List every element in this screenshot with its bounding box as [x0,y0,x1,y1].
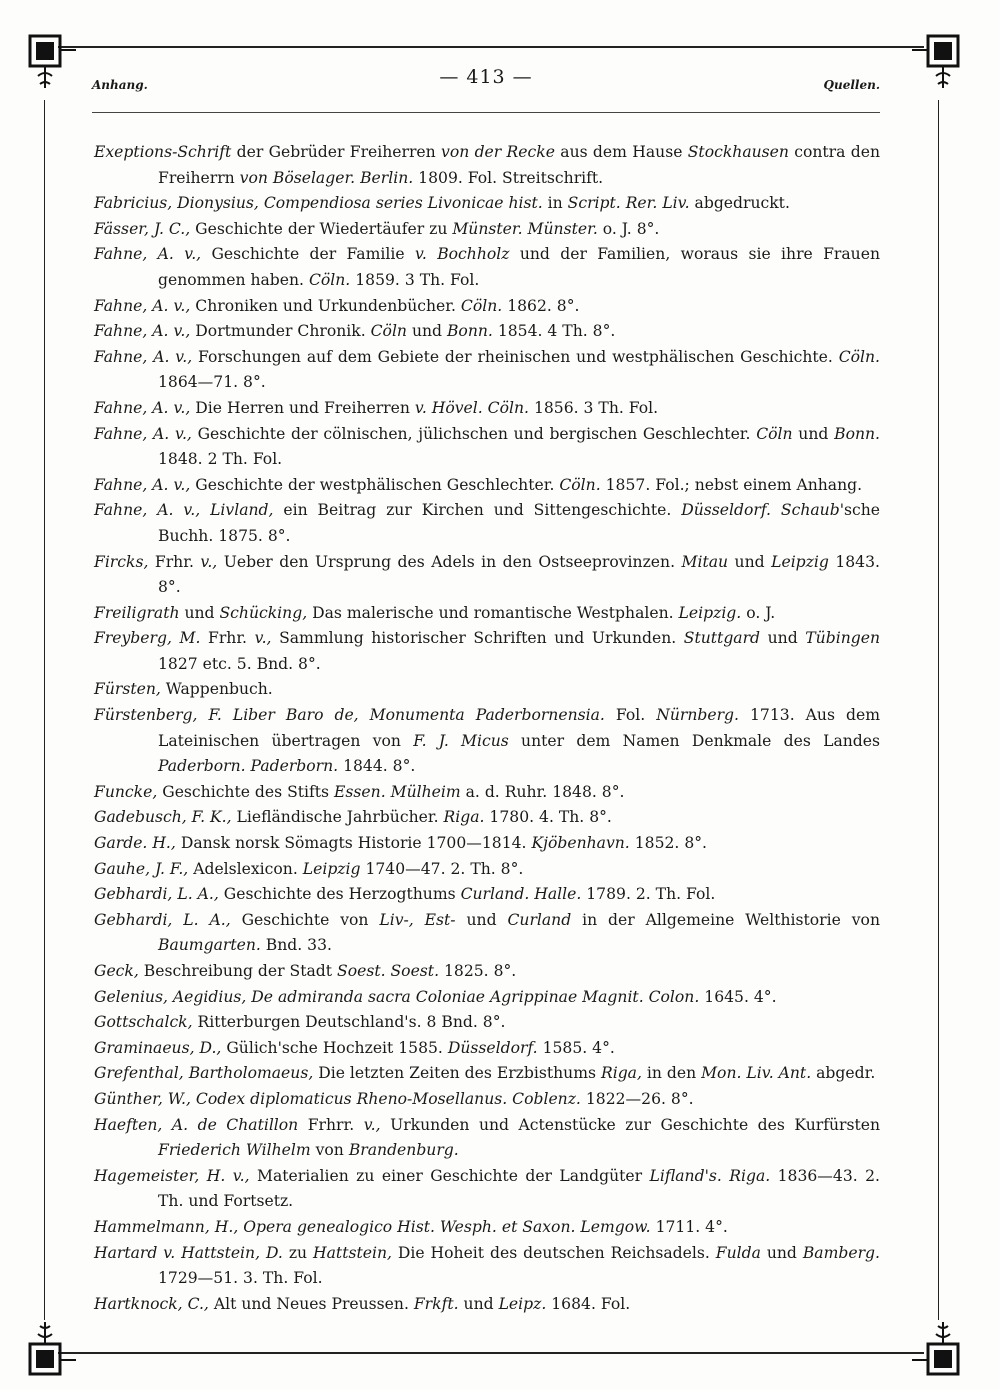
entry-italic-run: Baumgarten. [158,936,261,955]
bibliography-entry [94,1010,880,1036]
bibliography-entry [94,294,880,320]
entry-text-run: Das malerische und romantische Westphalen. [307,603,679,622]
entry-text-run: Dansk norsk Sömagts Historie 1700—1814. [175,834,532,853]
ornamental-corner-icon [912,30,968,94]
entry-italic-run: Frkft. [413,1294,459,1313]
bibliography-entry [94,242,880,293]
entry-italic-run: Cöln. [460,296,503,315]
entry-italic-run: Fässer, J. C., [94,219,191,238]
bibliography-entry [94,422,880,473]
entry-text-run: von [310,1141,349,1160]
entry-italic-run: Cöln [756,424,793,443]
entry-text-run: Geschichte des Herzogthums [218,885,461,904]
entry-text-run: 1713. Aus dem Lateinischen übertragen von [158,706,880,750]
entry-text-run: o. J. 8°. [597,219,660,238]
bibliography-entry [94,1241,880,1292]
entry-italic-run: Mitau [681,552,729,571]
entry-text-run: 1836—43. 2. Th. und Fortsetz. [158,1166,880,1211]
entry-text-run: a. d. Ruhr. 1848. 8°. [460,782,625,801]
entry-text-run: und der Familien, woraus sie ihre Frauen genommen haben. [158,245,881,289]
entry-text-run: 1862. 8°. [502,296,580,315]
entry-italic-run: Fahne, A. v., [94,347,193,366]
entry-italic-run: Liv-, Est- [379,910,456,929]
entry-text-run: 1852. 8°. [629,834,707,853]
entry-text-run: 1854. 4 Th. 8°. [492,322,616,341]
entry-text-run: 1825. 8°. [439,962,517,980]
entry-italic-run: Fahne, A. v., [94,296,191,315]
entry-italic-run: Cöln. [559,475,601,494]
entry-text-run: in [542,194,568,213]
entry-italic-run: Gebhardi, L. A., [94,910,231,929]
entry-text-run: Fol. [604,706,657,725]
entry-italic-run: Geck, [94,962,139,980]
entry-text-run: Geschichte des Stifts [157,782,335,801]
entry-italic-run: Stockhausen [687,143,789,161]
entry-text-run: abgedruckt. [689,194,790,213]
entry-italic-run: F. J. Micus [413,731,509,750]
entry-text-run: 1585. 4°. [537,1038,615,1057]
entry-italic-run: Fürsten, [94,680,161,699]
entry-text-run: Liefländische Jahrbücher. [231,808,444,827]
entry-text-run: 1711. 4°. [650,1217,728,1236]
entry-italic-run: Hartknock, C., [94,1294,209,1313]
entry-italic-run: Curland. Halle. [460,885,582,904]
entry-text-run: der Gebrüder Freiherren [231,143,442,161]
entry-italic-run: Fahne, A. v., [94,424,192,443]
bibliography-entry [94,601,880,627]
entry-text-run: 1740—47. 2. Th. 8°. [360,859,524,878]
entry-italic-run: Fahne, A. v., [94,475,191,494]
entry-text-run: 1843. 8°. [158,552,880,597]
entry-text-run: Forschungen auf dem Gebiete der rheinischen und westphälischen Geschichte. [192,347,839,366]
entry-italic-run: Brandenburg. [348,1141,459,1160]
entry-italic-run: Kjöbenhavn. [531,834,630,853]
header-rule [92,112,880,113]
entry-text-run: Gülich'sche Hochzeit 1585. [221,1038,448,1057]
entry-text-run: 1859. 3 Th. Fol. [350,270,480,289]
entry-italic-run: Fürstenberg, F. Liber Baro de, Monumenta Paderbornensia. [94,706,605,725]
bibliography-entry [94,857,880,883]
bibliography-entry [94,985,880,1011]
entry-text-run: 1864—71. 8°. [158,373,266,392]
bibliography-entry [94,677,880,703]
entry-italic-run: Paderborn. Paderborn. [158,757,339,776]
bibliography-entry [94,1036,880,1062]
entry-italic-run: Gauhe, J. F., [94,859,189,878]
entry-text-run: aus dem Hause [554,143,688,161]
entry-italic-run: von der Recke [441,143,555,161]
entry-text-run: Chroniken und Urkundenbücher. [190,296,461,315]
entry-text-run: und [728,552,772,571]
entry-text-run: Geschichte von [230,910,380,929]
frame-left-line [44,100,45,1320]
entry-text-run: und [792,424,835,443]
entry-italic-run: Soest. Soest. [337,962,440,980]
bibliography-entry [94,882,880,908]
bibliography-entry [94,1113,880,1164]
entry-italic-run: Cöln. [308,270,351,289]
header-section-right: Quellen. [823,78,880,92]
frame-top-line [58,46,924,48]
entry-italic-run: Garde. H., [94,834,176,853]
entry-text-run: Geschichte der Familie [201,245,415,264]
entry-text-run: Die letzten Zeiten des Erzbisthums [313,1064,601,1083]
entry-italic-run: Fahne, A. v., [94,322,191,341]
entry-italic-run: v., [363,1115,381,1134]
entry-text-run: Urkunden und Actenstücke zur Geschichte des Kurfürsten [380,1115,881,1134]
entry-italic-run: Graminaeus, D., [94,1038,222,1057]
entry-text-run: in den [641,1064,702,1083]
entry-italic-run: Cöln [370,322,407,341]
bibliography-entry [94,805,880,831]
entry-italic-run: v. Bochholz [414,245,510,264]
entry-text-run: 1857. Fol.; nebst einem Anhang. [600,475,863,494]
entry-italic-run: Gadebusch, F. K., [94,808,232,827]
entry-italic-run: Hagemeister, H. v., [94,1166,250,1185]
entry-text-run: ein Beitrag zur Kirchen und Sittengeschichte. [273,501,682,520]
entry-italic-run: Freyberg, M. [94,629,201,648]
entry-text-run: Frhr. [148,552,201,571]
entry-italic-run: Cöln. [838,347,880,366]
bibliography-entry [94,1087,880,1113]
entry-italic-run: Fahne, A. v., Livland, [94,501,274,520]
bibliography-entry [94,217,880,243]
entry-italic-run: Mon. Liv. Ant. [701,1064,812,1083]
entry-italic-run: Script. Rer. Liv. [567,194,690,213]
entry-text-run: Geschichte der Wiedertäufer zu [190,219,453,238]
bibliography-entry [94,473,880,499]
entry-text-run: und [760,1243,803,1262]
entry-italic-run: Grefenthal, Bartholomaeus, [94,1064,314,1083]
entry-italic-run: Leipzig [771,552,829,571]
entry-italic-run: Hartard v. Hattstein, D. [94,1243,283,1262]
bibliography-entry [94,140,880,191]
entry-italic-run: Tübingen [805,629,880,648]
entry-text-run: abgedr. [811,1064,876,1083]
entry-text-run: Frhr. [200,629,255,648]
entry-text-run: 1789. 2. Th. Fol. [581,885,716,904]
entry-italic-run: Schücking, [219,603,308,622]
entry-text-run: Materialien zu einer Geschichte der Landgüter [249,1166,650,1185]
entry-italic-run: Fahne, A. v., [94,398,191,417]
bibliography-entry [94,550,880,601]
entry-text-run: und [455,910,508,929]
bibliography-entry [94,626,880,677]
entry-italic-run: Fircks, [94,552,149,571]
entry-italic-run: Stuttgard [683,629,761,648]
entry-italic-run: Freiligrath [94,603,180,622]
entry-italic-run: von Böselager. Berlin. [239,168,414,187]
entry-italic-run: v. Hövel. Cöln. [414,398,529,417]
entry-text-run: Ueber den Ursprung des Adels in den Ostseeprovinzen. [217,552,682,571]
ornamental-corner-icon [22,1316,78,1380]
entry-text-run: 1729—51. 3. Th. Fol. [158,1269,323,1288]
entry-italic-run: Bonn. [834,424,880,443]
bibliography-entry [94,498,880,549]
entry-text-run: 1856. 3 Th. Fol. [528,398,659,417]
entry-italic-run: Günther, W., Codex diplomaticus Rheno-Mosellanus. Coblenz. [94,1089,581,1108]
entry-italic-run: Friederich Wilhelm [158,1141,311,1160]
entry-text-run: contra den Freiherrn [158,143,881,187]
bibliography-entry [94,959,880,985]
ornamental-corner-icon [912,1316,968,1380]
entry-text-run: zu [282,1243,314,1262]
entry-text-run: Dortmunder Chronik. [190,322,371,341]
bibliography-entry [94,396,880,422]
entry-italic-run: Lifland's. Riga. [649,1166,771,1185]
bibliography-entry [94,1164,880,1215]
entry-text-run: Beschreibung der Stadt [138,962,338,980]
bibliography-entry [94,1215,880,1241]
header-section-left: Anhang. [92,78,148,92]
bibliography-entry [94,780,880,806]
entry-text-run: 1780. 4. Th. 8°. [484,808,612,827]
running-header [92,66,880,96]
entry-text-run: Adelslexicon. [188,859,303,878]
entry-italic-run: Fahne, A. v., [94,245,202,264]
ornamental-corner-icon [22,30,78,94]
entry-italic-run: Düsseldorf. Schaub [681,501,840,520]
entry-italic-run: Riga, [600,1064,642,1083]
page-number: — 413 — [439,66,533,88]
entry-italic-run: Essen. Mülheim [334,782,461,801]
frame-right-line [938,100,939,1320]
bibliography-entry [94,345,880,396]
entry-italic-run: Riga. [443,808,485,827]
entry-text-run: Ritterburgen Deutschland's. 8 Bnd. 8°. [192,1013,506,1032]
entry-italic-run: Leipzig [302,859,361,878]
entry-italic-run: Nürnberg. [656,706,739,725]
entry-text-run: unter dem Namen Denkmale des Landes [508,731,880,750]
entry-italic-run: Hattstein, [313,1243,392,1262]
entry-text-run: 1809. Fol. Streitschrift. [413,168,604,187]
entry-text-run: 1827 etc. 5. Bnd. 8°. [158,654,321,673]
bibliography-list [94,140,880,1317]
entry-italic-run: v., [254,629,272,648]
bibliography-entry [94,831,880,857]
bibliography-entry [94,1292,880,1318]
entry-text-run: und [179,603,220,622]
bibliography-entry [94,703,880,780]
entry-italic-run: Leipz. [498,1294,547,1313]
bibliography-entry [94,191,880,217]
entry-text-run: Geschichte der cölnischen, jülichschen und bergischen Geschlechter. [191,424,757,443]
entry-italic-run: Gebhardi, L. A., [94,885,219,904]
entry-italic-run: v., [200,552,218,571]
entry-italic-run: Leipzig. [678,603,742,622]
entry-text-run: und [458,1294,499,1313]
entry-text-run: 1844. 8°. [338,757,416,776]
entry-text-run: 1684. Fol. [546,1294,631,1313]
entry-italic-run: Haeften, A. de Chatillon [94,1115,299,1134]
entry-text-run: 1645. 4°. [699,987,777,1006]
entry-text-run: Wappenbuch. [160,680,273,699]
entry-text-run: Alt und Neues Preussen. [208,1294,414,1313]
entry-text-run: 1822—26. 8°. [580,1089,694,1108]
entry-text-run: und [760,629,806,648]
entry-text-run: und [406,322,447,341]
entry-text-run: Die Herren und Freiherren [190,398,415,417]
entry-italic-run: Funcke, [94,782,158,801]
entry-text-run: o. J. [741,603,776,622]
entry-text-run: Bnd. 33. [260,936,332,955]
entry-italic-run: Hammelmann, H., Opera genealogico Hist. Wesph. et Saxon. Lemgow. [94,1217,651,1236]
entry-text-run: Geschichte der westphälischen Geschlechter. [190,475,560,494]
bibliography-entry [94,908,880,959]
entry-italic-run: Bamberg. [802,1243,880,1262]
entry-italic-run: Münster. Münster. [452,219,598,238]
entry-italic-run: Bonn. [446,322,493,341]
bibliography-entry [94,1061,880,1087]
entry-italic-run: Gottschalck, [94,1013,193,1032]
bibliography-entry [94,319,880,345]
entry-italic-run: Gelenius, Aegidius, De admiranda sacra Coloniae Agrippinae Magnit. Colon. [94,987,700,1006]
entry-text-run: Frhrr. [298,1115,364,1134]
frame-bottom-line [58,1352,924,1354]
entry-text-run: Die Hoheit des deutschen Reichsadels. [391,1243,716,1262]
entry-italic-run: Exeptions-Schrift [94,143,232,161]
entry-text-run: in der Allgemeine Welthistorie von [571,910,880,929]
entry-italic-run: Düsseldorf. [447,1038,538,1057]
entry-text-run: 'sche Buchh. 1875. 8°. [158,501,880,545]
entry-text-run: Sammlung historischer Schriften und Urkunden. [271,629,684,648]
entry-italic-run: Fabricius, Dionysius, Compendiosa series Livonicae hist. [94,194,543,213]
entry-italic-run: Fulda [715,1243,761,1262]
entry-text-run: 1848. 2 Th. Fol. [158,450,283,469]
entry-italic-run: Curland [507,910,572,929]
